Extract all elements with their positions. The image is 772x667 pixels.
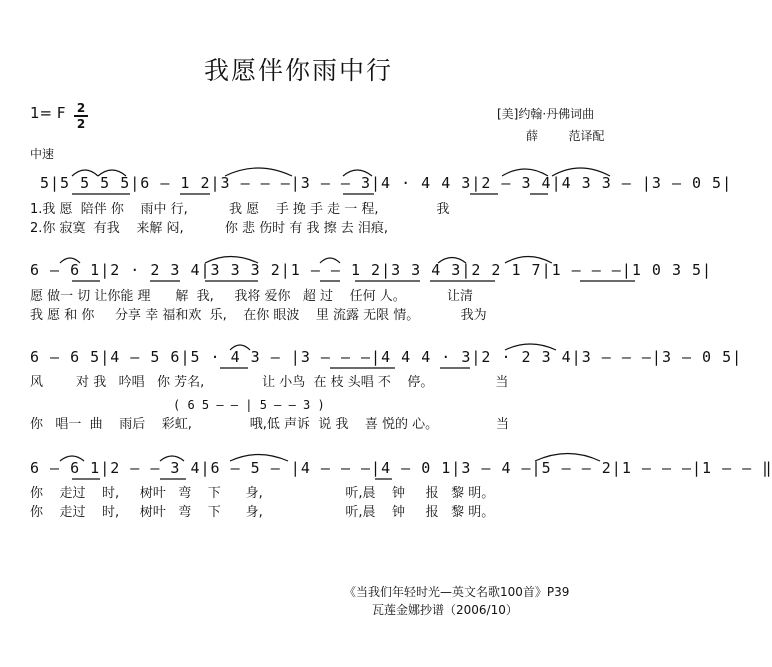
time-signature-bottom: 2 — [76, 116, 86, 131]
notation-row-4: 6 – 6 1|2 – – 3 4|6 – 5 – |4 – – –|4 – 0 1|3 – 4 –|5 – – 2|1 – – –|1 – – ‖ — [30, 459, 772, 477]
transcriber-note: 瓦莲金娜抄谱（2006/10） — [372, 603, 518, 617]
beams — [72, 194, 635, 479]
tempo-marking: 中速 — [30, 147, 55, 161]
tie — [535, 454, 600, 462]
lyrics-row-1-verse-2: 2.你 寂寞 有我 来解 闷, 你 悲 伤时 有 我 擦 去 泪痕, — [30, 221, 388, 236]
slur — [320, 258, 340, 263]
slur — [343, 170, 372, 176]
lyrics-row-4-verse-2: 你 走过 时, 树叶 弯 下 身, 听,晨 钟 报 黎 明。 — [30, 505, 495, 520]
notation-row-2: 6 – 6 1|2 · 2 3 4|3 3 3 2|1 – – 1 2|3 3 4 3|2 2 1 7|1 – – –|1 0 3 5| — [30, 261, 713, 279]
slur — [60, 258, 80, 263]
tie — [552, 168, 610, 176]
slurs — [60, 168, 610, 461]
source-citation: 《当我们年轻时光—英文名歌100首》P39 — [344, 585, 570, 599]
song-title: 我愿伴你雨中行 — [204, 56, 394, 85]
slur — [98, 170, 126, 176]
notation-row-1: 5|5 5 5 5|6 – 1 2|3 – – –|3 – – 3|4 · 4 4 3|2 – 3 4|4 3 3 – |3 – 0 5| — [40, 174, 733, 192]
lyrics-row-3-verse-2: 你 唱一 曲 雨后 彩虹, 哦,低 声诉 说 我 喜 悦的 心。 当 — [30, 417, 510, 432]
slur — [438, 258, 466, 264]
lyrics-row-2-verse-2: 我 愿 和 你 分享 幸 福和欢 乐, 在你 眼波 里 流露 无限 情。 我为 — [30, 308, 487, 323]
credit-translator: 薛 范译配 — [526, 129, 605, 143]
tie — [225, 168, 292, 176]
notation-row-3: 6 – 6 5|4 – 5 6|5 · 4 3 – |3 – – –|4 4 4 · 3|2 · 2 3 4|3 – – –|3 – 0 5| — [30, 348, 743, 366]
slur — [72, 170, 98, 176]
tie — [230, 455, 288, 462]
time-signature-top: 2 — [76, 101, 86, 115]
tie — [505, 257, 552, 264]
tie — [505, 344, 556, 350]
lyrics-row-2-verse-1: 愿 做一 切 让你能 理 解 我, 我将 爱你 超 过 任何 人。 让清 — [30, 289, 474, 304]
lyrics-row-4-verse-1: 你 走过 时, 树叶 弯 下 身, 听,晨 钟 报 黎 明。 — [30, 486, 495, 501]
credit-composer: [美]约翰·丹佛词曲 — [497, 107, 595, 121]
slur — [160, 456, 184, 461]
key-signature: 1= F — [30, 104, 66, 122]
slur — [230, 345, 250, 350]
lyrics-row-3-verse-1: 风 对 我 吟唱 你 芳名, 让 小鸟 在 枝 头唱 不 停。 当 — [30, 375, 509, 390]
slur — [205, 257, 258, 264]
lyrics-row-1-verse-1: 1.我 愿 陪伴 你 雨中 行, 我 愿 手 挽 手 走 一 程, 我 — [30, 202, 450, 217]
slur — [502, 169, 548, 176]
slur — [60, 456, 84, 461]
alternate-notation: ( 6 5 – – | 5 – – 3 ) — [173, 398, 325, 412]
